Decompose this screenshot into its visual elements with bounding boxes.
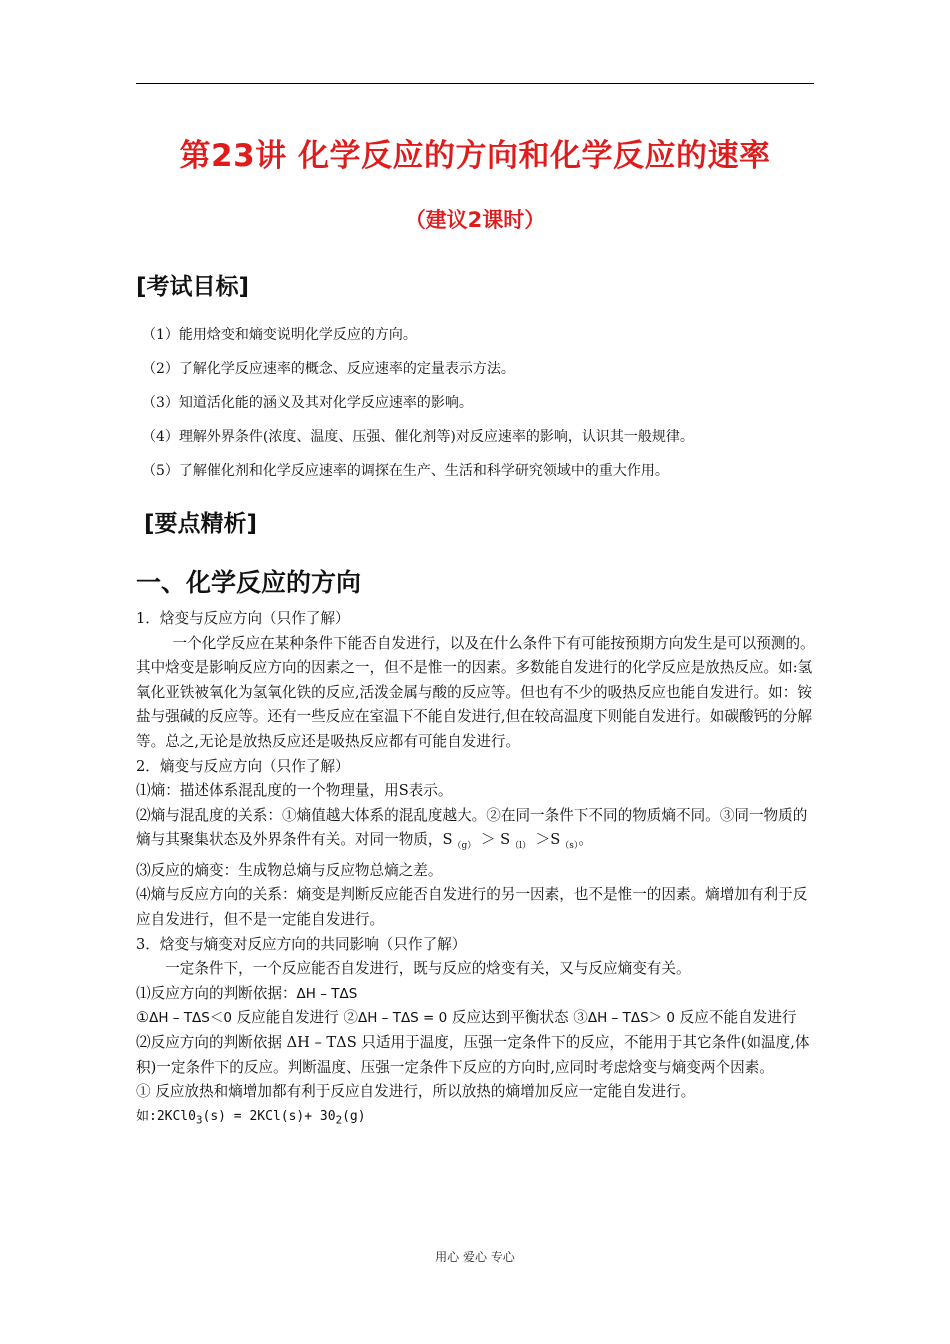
section-heading-objectives: [考试目标] (136, 274, 250, 300)
objective-item: （1）能用焓变和熵变说明化学反应的方向。 (142, 327, 417, 343)
objective-item: （4）理解外界条件(浓度、温度、压强、催化剂等)对反应速率的影响，认识其一般规律。 (142, 429, 694, 445)
criteria-marker: ① (136, 1009, 150, 1027)
paragraph: 一定条件下，一个反应能否自发进行，既与反应的焓变有关，又与反应熵变有关。 (165, 960, 691, 978)
criteria-text: 反应能自发进行 ② (231, 1009, 358, 1027)
list-item: ⑷熵与反应方向的关系：熵变是判断反应能否自发进行的另一因素，也不是惟一的因素。熵增加有利于反应自发进行，但不是一定能自发进行。 (136, 886, 808, 929)
criteria-line (136, 1006, 816, 1031)
subscript: 3 (195, 1113, 203, 1127)
equation-part: (s) = 2KCl(s)+ 30 (202, 1108, 336, 1124)
list-item (136, 982, 816, 1007)
subscript: 2 (335, 1113, 343, 1127)
page-footer: 用心 爱心 专心 (435, 1250, 515, 1264)
page-title: 第23讲 化学反应的方向和化学反应的速率 (179, 138, 771, 174)
list-item-text: 。 (578, 831, 593, 849)
list-item (136, 804, 816, 859)
formula: ΔH – TΔS＜0 (149, 1010, 232, 1027)
equation-part: (g) (342, 1108, 366, 1124)
formula: ΔH – TΔS = 0 (357, 1010, 448, 1027)
list-item-text: ⑵熵与混乱度的关系：①熵值越大体系的混乱度越大。②在同一条件下不同的物质熵不同。③同一物质的熵与其聚集状态及外界条件有关。对同一物质，S (136, 806, 808, 849)
equation-part: 如:2KCl0 (136, 1108, 196, 1124)
header-rule (136, 83, 814, 84)
formula: ΔH – TΔS＞ 0 (587, 1010, 676, 1027)
list-item: ⑵反应方向的判断依据 ΔH – TΔS 只适用于温度，压强一定条件下的反应，不能用于其它条件(如温度,体积)一定条件下的反应。判断温度、压强一定条件下反应的方向时,应同时考虑焓变与熵变两个因素。 (136, 1034, 810, 1076)
criteria-text: 反应达到平衡状态 ③ (447, 1009, 588, 1027)
list-item: ⑴熵：描述体系混乱度的一个物理量，用S表示。 (136, 782, 453, 800)
paragraph-heading: 1．焓变与反应方向（只作了解） (136, 610, 350, 627)
paragraph-heading: 3．焓变与熵变对反应方向的共同影响（只作了解） (136, 935, 467, 953)
list-item: ① 反应放热和熵增加都有利于反应自发进行，所以放热的熵增加反应一定能自发进行。 (136, 1083, 696, 1101)
part-title: 一、化学反应的方向 (136, 568, 362, 597)
objective-item: （3）知道活化能的涵义及其对化学反应速率的影响。 (142, 395, 473, 411)
paragraph-heading: 2．熵变与反应方向（只作了解） (136, 757, 350, 775)
chemical-equation (136, 1105, 816, 1133)
list-item: ⑶反应的熵变：生成物总熵与反应物总熵之差。 (136, 861, 443, 879)
section-heading-key-points: [要点精析] (144, 511, 258, 537)
criteria-text: 反应不能自发进行 (675, 1009, 797, 1027)
objective-item: （5）了解催化剂和化学反应速率的调探在生产、生活和科学研究领域中的重大作用。 (142, 463, 669, 479)
subscript: （l） (510, 841, 531, 852)
subscript: （g） (452, 841, 477, 852)
objective-item: （2）了解化学反应速率的概念、反应速率的定量表示方法。 (142, 361, 515, 377)
list-item-text: ＞ S (476, 831, 511, 849)
formula: ΔH – TΔS (296, 985, 358, 1002)
page-subtitle: （建议2课时） (404, 208, 546, 232)
paragraph: 一个化学反应在某种条件下能否自发进行，以及在什么条件下有可能按预期方向发生是可以预测的。其中焓变是影响反应方向的因素之一，但不是惟一的因素。多数能自发进行的化学反应是放热反应。如:氢氧化亚铁被氧化为氢氧化铁的反应,活泼金属与酸的反应等。但也有不少的吸热反应也能自发进行。如：铵盐与强碱的反应等。还有一些反应在室温下不能自发进行,但在较高温度下则能自发进行。如碳酸钙的分解等。总之,无论是放热反应还是吸热反应都有可能自发进行。 (136, 634, 815, 750)
list-item-text: ＞S (531, 831, 561, 849)
list-item-text: ⑴反应方向的判断依据： (136, 984, 297, 1002)
subscript: （s） (560, 841, 579, 852)
body-text (136, 607, 816, 1133)
